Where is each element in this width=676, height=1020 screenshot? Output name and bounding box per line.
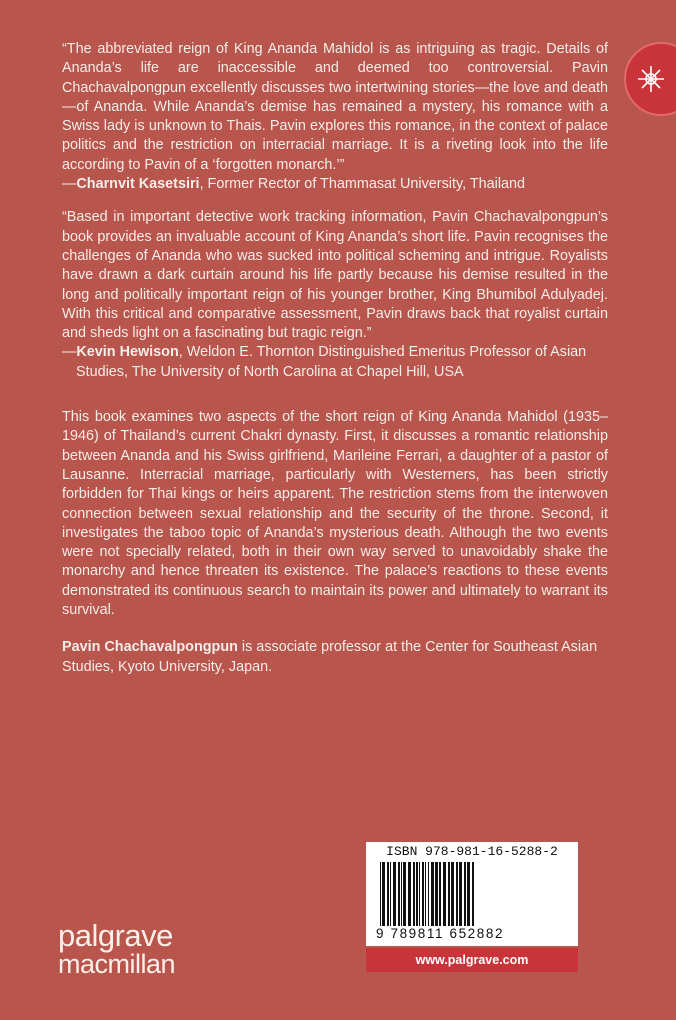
back-cover-text: [62, 40, 608, 677]
isbn-barcode: [366, 842, 578, 946]
author-bio: [62, 638, 608, 677]
endorser-affiliation: , Weldon E. Thornton Distinguished Emeritus Professor of Asian Studies, The University of North Carolina at Chapel Hill, USA: [76, 344, 587, 380]
endorser-name: Kevin Hewison: [76, 344, 179, 361]
barcode-digits: 9 789811 652882: [376, 926, 505, 941]
publisher-url: www.palgrave.com: [366, 948, 578, 972]
publisher-logo-line1: palgrave: [58, 918, 173, 953]
endorser-affiliation: , Former Rector of Thammasat University, Thailand: [199, 176, 526, 193]
endorser-name: Charnvit Kasetsiri: [76, 176, 200, 193]
endorsement-attribution-1: [62, 175, 608, 194]
endorsement-quote-2: “Based in important detective work tracking information, Pavin Chachavalpongpun’s book provides an invaluable account of King Ananda’s short life. Pavin recognises the challenges of Ananda who was sucked into political scheming and intrigue. Royalists have drawn a dark curtain around his life partly because his demise resulted in the long and politically important reign of his younger brother, King Bhumibol Adulyadej. With this critical and comparative assessment, Pavin draws back that royalist curtain and sheds light on a fascinating but tragic reign.”: [62, 209, 608, 342]
isbn-label: ISBN 978-981-16-5288-2: [386, 844, 558, 859]
endorsement-quote-1: “The abbreviated reign of King Ananda Mahidol is as intriguing as tragic. Details of Ananda’s life are inaccessible and deemed too controversial. Pavin Chachavalpongpun excellently discusses two intertwining stories—the love and death—of Ananda. While Ananda’s demise has remained a mystery, his romance with a Swiss lady is unknown to Thais. Pavin explores this romance, in the context of palace politics and the restriction on interracial marriage. It is a riveting look into the life according to Pavin of a ‘forgotten monarch.’”: [62, 41, 608, 173]
attribution-dash: —: [62, 176, 77, 193]
barcode-bars: [378, 862, 566, 926]
publisher-logo: [58, 918, 176, 979]
publisher-logo-line2: macmillan: [58, 949, 176, 979]
attribution-dash: —: [62, 344, 77, 361]
publisher-emblem: [624, 42, 676, 116]
springer-emblem-icon: [636, 64, 666, 94]
book-description: This book examines two aspects of the short reign of King Ananda Mahidol (1935–1946) of Thailand’s current Chakri dynasty. First, it discusses a romantic relationship between Ananda and his Swiss girlfriend, Marileine Ferrari, a daughter of a pastor of Lausanne. Interracial marriage, particularly with Westerners, has been strictly forbidden for Thai kings or heirs apparent. The restriction stems from the interwoven connection between sexual relationship and the security of the throne. Second, it investigates the taboo topic of Ananda’s mysterious death. Although the two events were not specially related, both in their own way served to unavoidably shake the monarchy and hence threaten its existence. The palace’s reactions to these events demonstrated its continuous search to maintain its power and ultimately to warrant its survival.: [62, 409, 608, 619]
author-name: Pavin Chachavalpongpun: [62, 639, 238, 656]
author-bio-text: is associate professor at the Center for Southeast Asian Studies, Kyoto University, Japan.: [62, 639, 598, 675]
endorsement-attribution-2: [62, 343, 608, 382]
